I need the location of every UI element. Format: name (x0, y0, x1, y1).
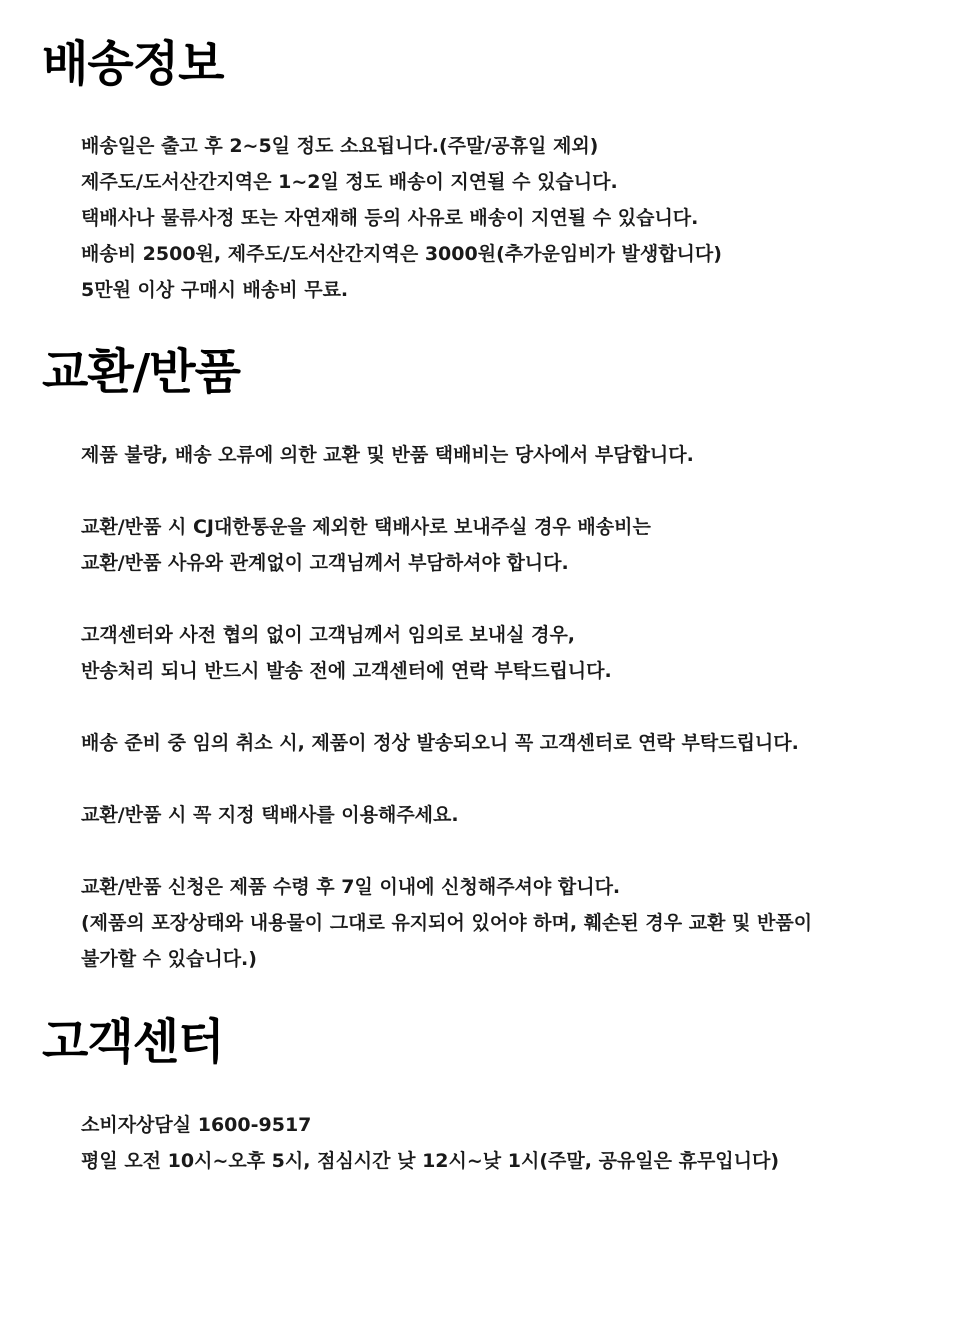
customer-center-title: 고객센터 (42, 1014, 224, 1070)
customer-center-phone: 소비자상담실 1600-9517 (81, 1114, 312, 1136)
exchange-line-other-courier: 교환/반품 시 CJ대한통운을 제외한 택배사로 보내주실 경우 배송비는 (81, 516, 651, 538)
exchange-line-no-consultation: 고객센터와 사전 협의 없이 고객님께서 임의로 보내실 경우, (81, 624, 576, 646)
shipping-info-title: 배송정보 (42, 36, 224, 92)
shipping-line-delivery-days: 배송일은 출고 후 2~5일 정도 소요됩니다.(주말/공휴일 제외) (81, 135, 599, 157)
shipping-line-shipping-fee: 배송비 2500원, 제주도/도서산간지역은 3000원(추가운임비가 발생합니다) (81, 243, 722, 265)
exchange-line-defect-fee: 제품 불량, 배송 오류에 의한 교환 및 반품 택배비는 당사에서 부담합니다. (81, 444, 694, 466)
exchange-line-request-deadline: 교환/반품 신청은 제품 수령 후 7일 이내에 신청해주셔야 합니다. (81, 876, 621, 898)
exchange-line-customer-pays: 교환/반품 사유와 관계없이 고객님께서 부담하셔야 합니다. (81, 552, 569, 574)
exchange-line-condition-note: (제품의 포장상태와 내용물이 그대로 유지되어 있어야 하며, 훼손된 경우 교환 및 반품이 (81, 912, 813, 934)
customer-center-hours: 평일 오전 10시~오후 5시, 점심시간 낮 12시~낮 1시(주말, 공유일은 휴무입니다) (81, 1150, 780, 1172)
shipping-line-island-delay: 제주도/도서산간지역은 1~2일 정도 배송이 지연될 수 있습니다. (81, 171, 618, 193)
exchange-line-condition-note-cont: 불가할 수 있습니다.) (81, 948, 257, 970)
exchange-line-cancel-notice: 배송 준비 중 임의 취소 시, 제품이 정상 발송되오니 꼭 고객센터로 연락 부탁드립니다. (81, 732, 799, 754)
exchange-line-return-processing: 반송처리 되니 반드시 발송 전에 고객센터에 연락 부탁드립니다. (81, 660, 612, 682)
shipping-line-free-shipping: 5만원 이상 구매시 배송비 무료. (81, 279, 349, 301)
exchange-return-title: 교환/반품 (42, 344, 241, 400)
shipping-line-courier-delay: 택배사나 물류사정 또는 자연재해 등의 사유로 배송이 지연될 수 있습니다. (81, 207, 699, 229)
exchange-line-designated-courier: 교환/반품 시 꼭 지정 택배사를 이용해주세요. (81, 804, 459, 826)
